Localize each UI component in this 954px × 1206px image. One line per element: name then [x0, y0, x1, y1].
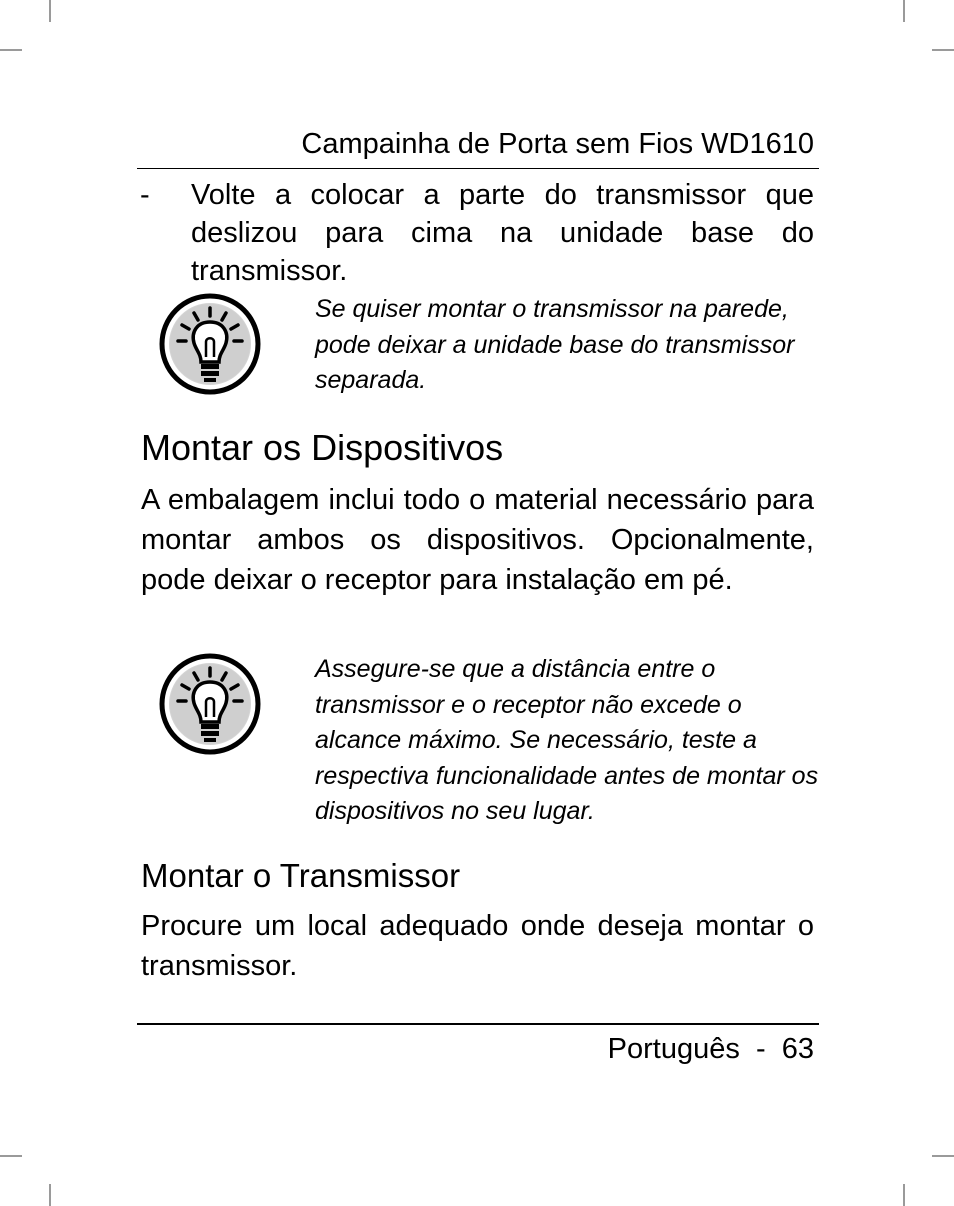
page-footer: Português - 63	[607, 1033, 814, 1065]
crop-mark	[932, 1155, 954, 1157]
crop-mark	[903, 1184, 905, 1206]
subsection-paragraph: Procure um local adequado onde deseja montar o transmissor.	[141, 910, 814, 982]
page-header-title: Campainha de Porta sem Fios WD1610	[301, 128, 814, 160]
section-heading: Montar os Dispositivos	[141, 427, 504, 468]
footer-divider	[137, 1023, 819, 1025]
crop-mark	[49, 0, 51, 22]
lightbulb-icon	[158, 652, 262, 756]
tip-note: Assegure-se que a distância entre o transmissor e o receptor não excede o alcance máximo. Se necessário, teste a respectiva funcionalidade antes de montar os dispositivos no seu lugar.	[315, 655, 819, 825]
lightbulb-icon	[158, 292, 262, 396]
crop-mark	[0, 1155, 22, 1157]
bullet-text: Volte a colocar a parte do transmissor que deslizou para cima na unidade base do transmissor.	[191, 179, 814, 287]
crop-mark	[903, 0, 905, 22]
tip-note: Se quiser montar o transmissor na parede, pode deixar a unidade base do transmissor separada.	[315, 295, 795, 394]
header-divider	[137, 168, 819, 169]
section-paragraph: A embalagem inclui todo o material necessário para montar ambos os dispositivos. Opcionalmente, pode deixar o receptor para instalação em pé.	[141, 484, 814, 596]
crop-mark	[49, 1184, 51, 1206]
crop-mark	[0, 49, 22, 51]
crop-mark	[932, 49, 954, 51]
subsection-heading: Montar o Transmissor	[141, 857, 461, 894]
bullet-marker: -	[140, 179, 150, 211]
